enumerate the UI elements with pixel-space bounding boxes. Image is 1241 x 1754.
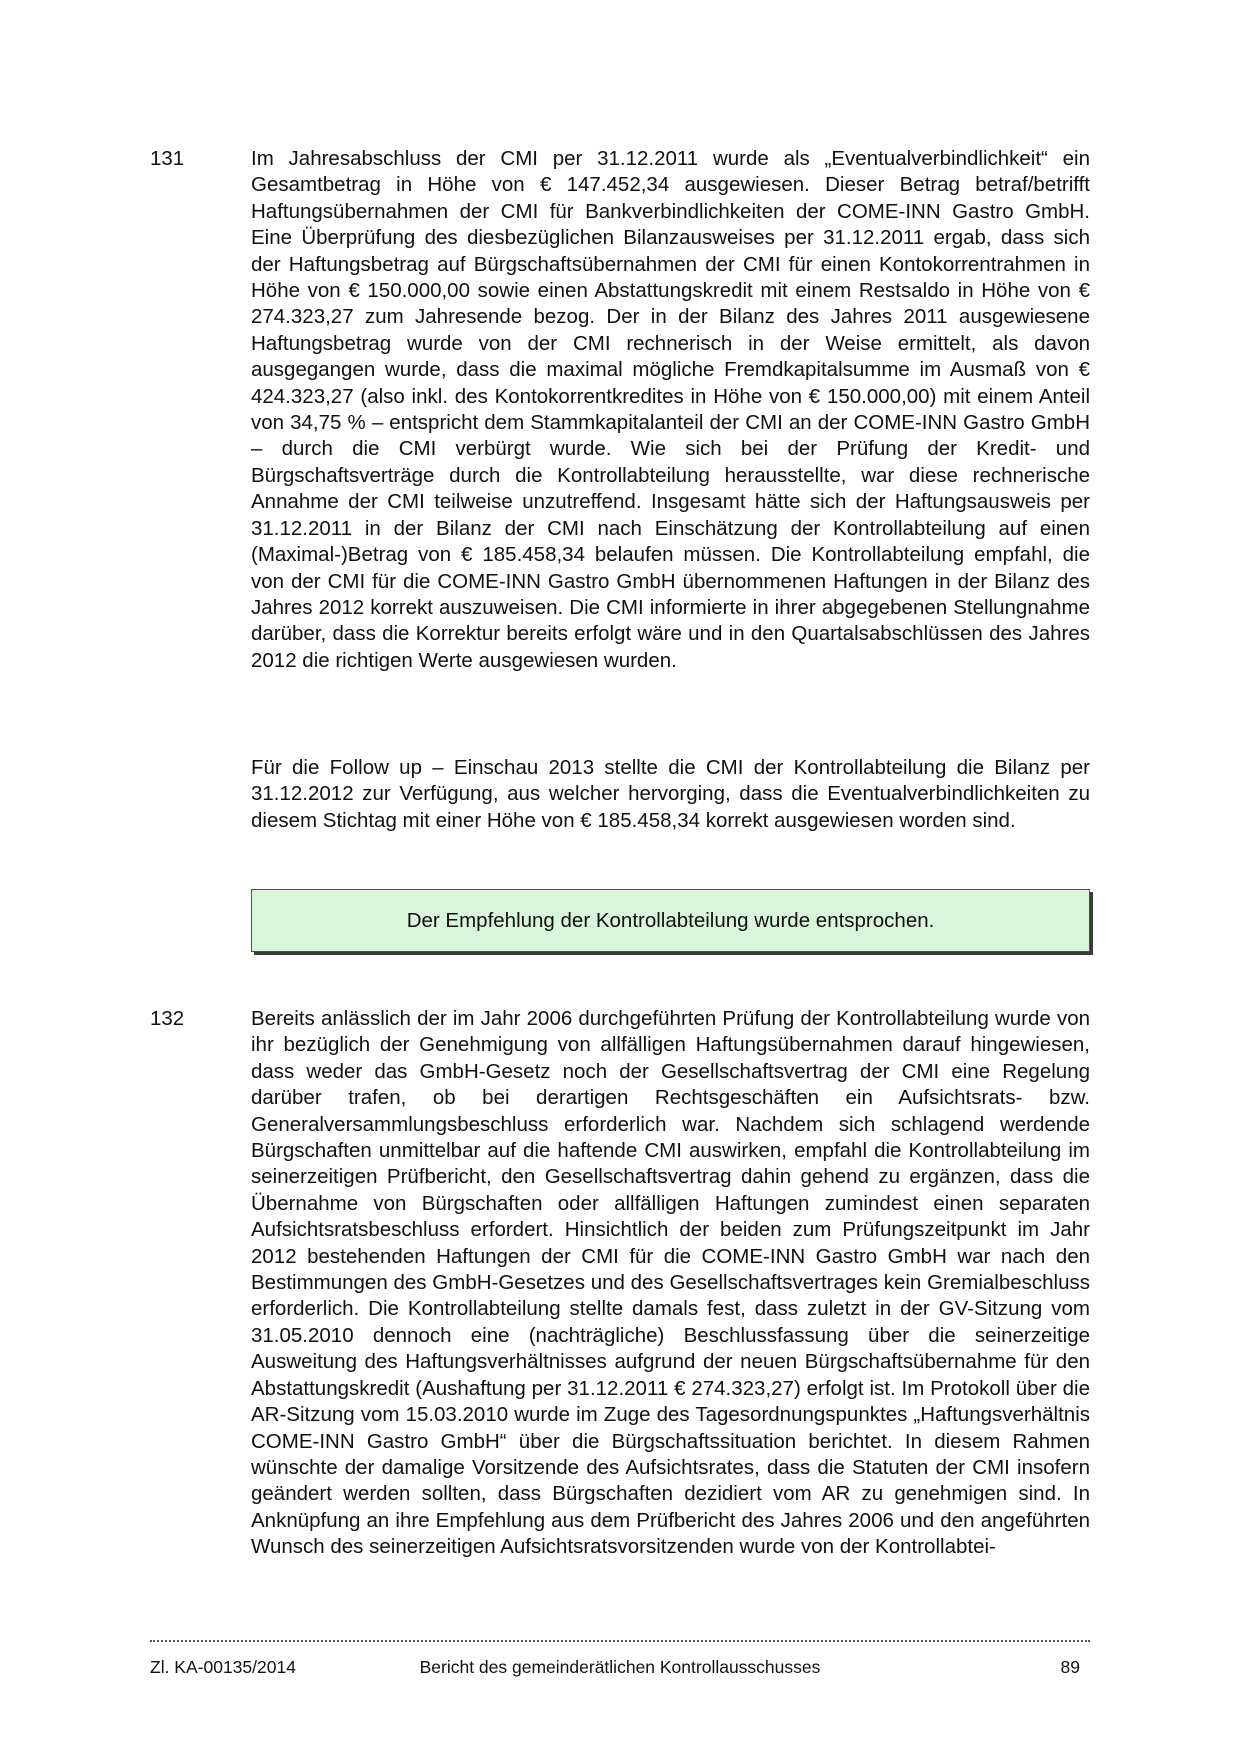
- report-title: Bericht des gemeinderätlichen Kontrollausschusses: [419, 1657, 821, 1677]
- paragraph-text: Im Jahresabschluss der CMI per 31.12.2011 wurde als „Eventualverbindlichkeit“ ein Gesamtbetrag in Höhe von € 147.452,34 ausgewiesen. Dieser Betrag betraf/betrifft Haftungsübernahmen der CMI für Bankverbindlichkeiten der COME-INN Gastro GmbH. Eine Überprüfung des diesbezüglichen Bilanzausweises per 31.12.2011 ergab, dass sich der Haftungsbetrag auf Bürgschaftsübernahmen der CMI für einen Kontokorrentrahmen in Höhe von € 150.000,00 sowie einen Abstattungskredit mit einem Restsaldo in Höhe von € 274.323,27 zum Jahresende bezog. Der in der Bilanz des Jahres 2011 ausgewiesene Haftungsbetrag wurde von der CMI rechnerisch in der Weise ermittelt, als davon ausgegangen wurde, dass die maximal mögliche Fremdkapitalsumme im Ausmaß von € 424.323,27 (also inkl. des Kontokorrentkredites in Höhe von € 150.000,00) mit einem Anteil von 34,75 % – entspricht dem Stammkapitalanteil der CMI an der COME-INN Gastro GmbH – durch die CMI verbürgt wurde. Wie sich bei der Prüfung der Kredit- und Bürgschaftsverträge durch die Kontrollabteilung herausstellte, war diese rechnerische Annahme der CMI teilweise unzutreffend. Insgesamt hätte sich der Haftungsausweis per 31.12.2011 in der Bilanz der CMI nach Einschätzung der Kontrollabteilung auf einen (Maximal-)Betrag von € 185.458,34 belaufen müssen. Die Kontrollabteilung empfahl, die von der CMI für die COME-INN Gastro GmbH übernommenen Haftungen in der Bilanz des Jahres 2012 korrekt auszuweisen. Die CMI informierte in ihrer abgegebenen Stellungnahme darüber, dass die Korrektur bereits erfolgt wäre und in den Quartalsabschlüssen des Jahres 2012 die richtigen Werte ausgewiesen wurden.: [251, 147, 1090, 672]
- paragraph-number: 132: [150, 1007, 185, 1030]
- paragraph-body: [251, 146, 1090, 674]
- paragraph-text: Bereits anlässlich der im Jahr 2006 durchgeführten Prüfung der Kontrollabteilung wurde von ihr bezüglich der Genehmigung von allfälligen Haftungsübernahmen darauf hingewiesen, dass weder das GmbH-Gesetz noch der Gesellschaftsvertrag der CMI eine Regelung darüber trafen, ob bei derartigen Rechtsgeschäften ein Aufsichtsrats- bzw. Generalversammlungsbeschluss erforderlich war. Nachdem sich schlagend werdende Bürgschaften unmittelbar auf die haftende CMI auswirken, empfahl die Kontrollabteilung im seinerzeitigen Prüfbericht, den Gesellschaftsvertrag dahin gehend zu ergänzen, dass die Übernahme von Bürgschaften oder allfälligen Haftungen zumindest einen separaten Aufsichtsratsbeschluss erfordert. Hinsichtlich der beiden zum Prüfungszeitpunkt im Jahr 2012 bestehenden Haftungen der CMI für die COME-INN Gastro GmbH war nach den Bestimmungen des GmbH-Gesetzes und des Gesellschaftsvertrages kein Gremialbeschluss erforderlich. Die Kontrollabteilung stellte damals fest, dass zuletzt in der GV-Sitzung vom 31.05.2010 dennoch eine (nachträgliche) Beschlussfassung über die seinerzeitige Ausweitung des Haftungsverhältnisses aufgrund der neuen Bürgschaftsübernahme für den Abstattungskredit (Aushaftung per 31.12.2011 € 274.323,27) erfolgt ist. Im Protokoll über die AR-Sitzung vom 15.03.2010 wurde im Zuge des Tagesordnungspunktes „Haftungsverhältnis COME-INN Gastro GmbH“ über die Bürgschaftssituation berichtet. In diesem Rahmen wünschte der damalige Vorsitzende des Aufsichtsrates, dass die Statuten der CMI insofern geändert werden sollten, dass Bürgschaften dezidiert vom AR zu genehmigen sind. In Anknüpfung an ihre Empfehlung aus dem Prüfbericht des Jahres 2006 und den angeführten Wunsch des seinerzeitigen Aufsichtsratsvorsitzenden wurde von der Kontrollabtei-: [251, 1007, 1090, 1559]
- footer-divider: [150, 1640, 1090, 1642]
- follow-up-text: Für die Follow up – Einschau 2013 stellte die CMI der Kontrollabteilung die Bilanz per 31.12.2012 zur Verfügung, aus welcher hervorging, dass die Eventualverbindlichkeiten zu diesem Stichtag mit einer Höhe von € 185.458,34 korrekt ausgewiesen worden sind.: [251, 756, 1090, 832]
- document-reference: Zl. KA-00135/2014: [150, 1657, 296, 1677]
- paragraph-number: 131: [150, 147, 185, 170]
- page-number: 89: [1060, 1657, 1080, 1677]
- result-box: Der Empfehlung der Kontrollabteilung wurde entsprochen.: [251, 889, 1090, 952]
- paragraph-body: [251, 1006, 1090, 1561]
- page-footer: [150, 1655, 1090, 1679]
